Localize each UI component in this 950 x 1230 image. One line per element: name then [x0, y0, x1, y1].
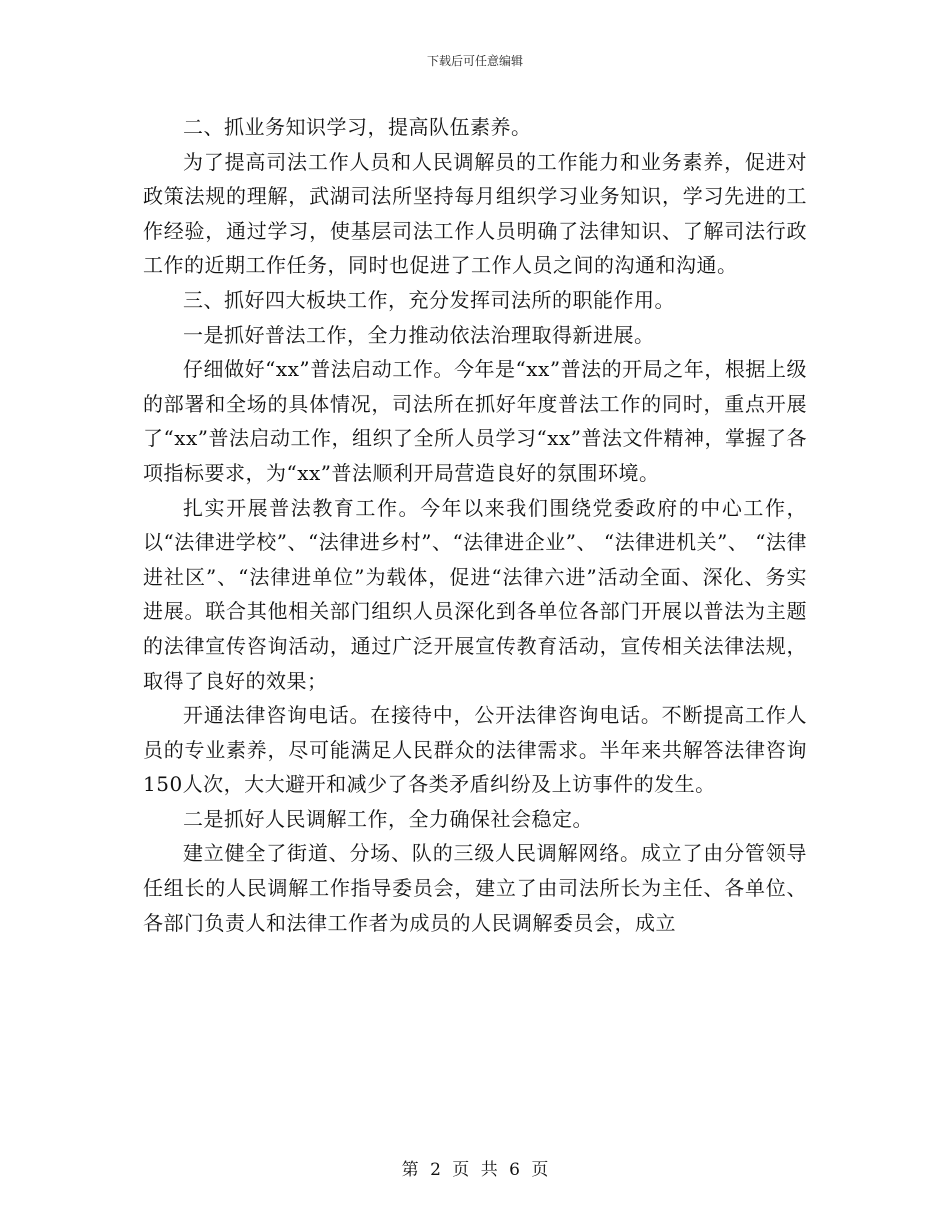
paragraph: 扎实开展普法教育工作。今年以来我们围绕党委政府的中心工作，以“法律进学校”、“法律进乡村”、“法律进企业”、 “法律进机关”、 “法律进社区”、“法律进单位”为载体，促进“法律六进”活动全面、深化、务实进展。联合其他相关部门组织人员深化到各单位各部门开展以普法为主题的法律宣传咨询活动，通过广泛开展宣传教育活动，宣传相关法律法规，取得了良好的效果； [143, 495, 807, 693]
paragraph: 开通法律咨询电话。在接待中，公开法律咨询电话。不断提高工作人员的专业素养，尽可能满足人民群众的法律需求。半年来共解答法律咨询150人次，大大避开和减少了各类矛盾纠纷及上访事件的发生。 [143, 703, 807, 797]
document-body [143, 110, 807, 940]
paragraph: 为了提高司法工作人员和人民调解员的工作能力和业务素养，促进对政策法规的理解，武湖司法所坚持每月组织学习业务知识，学习先进的工作经验，通过学习，使基层司法工作人员明确了法律知识、了解司法行政工作的近期工作任务，同时也促进了工作人员之间的沟通和沟通。 [143, 149, 807, 278]
paragraph: 建立健全了街道、分场、队的三级人民调解网络。成立了由分管领导任组长的人民调解工作指导委员会，建立了由司法所长为主任、各单位、各部门负责人和法律工作者为成员的人民调解委员会，成立 [143, 841, 807, 935]
subsection-heading-1: 一是抓好普法工作，全力推动依法治理取得新进展。 [183, 322, 655, 347]
subsection-heading-2: 二是抓好人民调解工作，全力确保社会稳定。 [183, 806, 593, 831]
page-header: 下载后可任意编辑 [426, 54, 523, 68]
page-footer: 第 2 页 共 6 页 [401, 1160, 549, 1180]
section-heading-3: 三、抓好四大板块工作，充分发挥司法所的职能作用。 [183, 287, 675, 312]
paragraph: 仔细做好“xx”普法启动工作。今年是“xx”普法的开局之年，根据上级的部署和全场的具体情况，司法所在抓好年度普法工作的同时，重点开展了“xx”普法启动工作，组织了全所人员学习“xx”普法文件精神，掌握了各项指标要求，为“xx”普法顺利开局营造良好的氛围环境。 [143, 357, 808, 485]
section-heading-2: 二、抓业务知识学习，提高队伍素养。 [183, 115, 532, 139]
